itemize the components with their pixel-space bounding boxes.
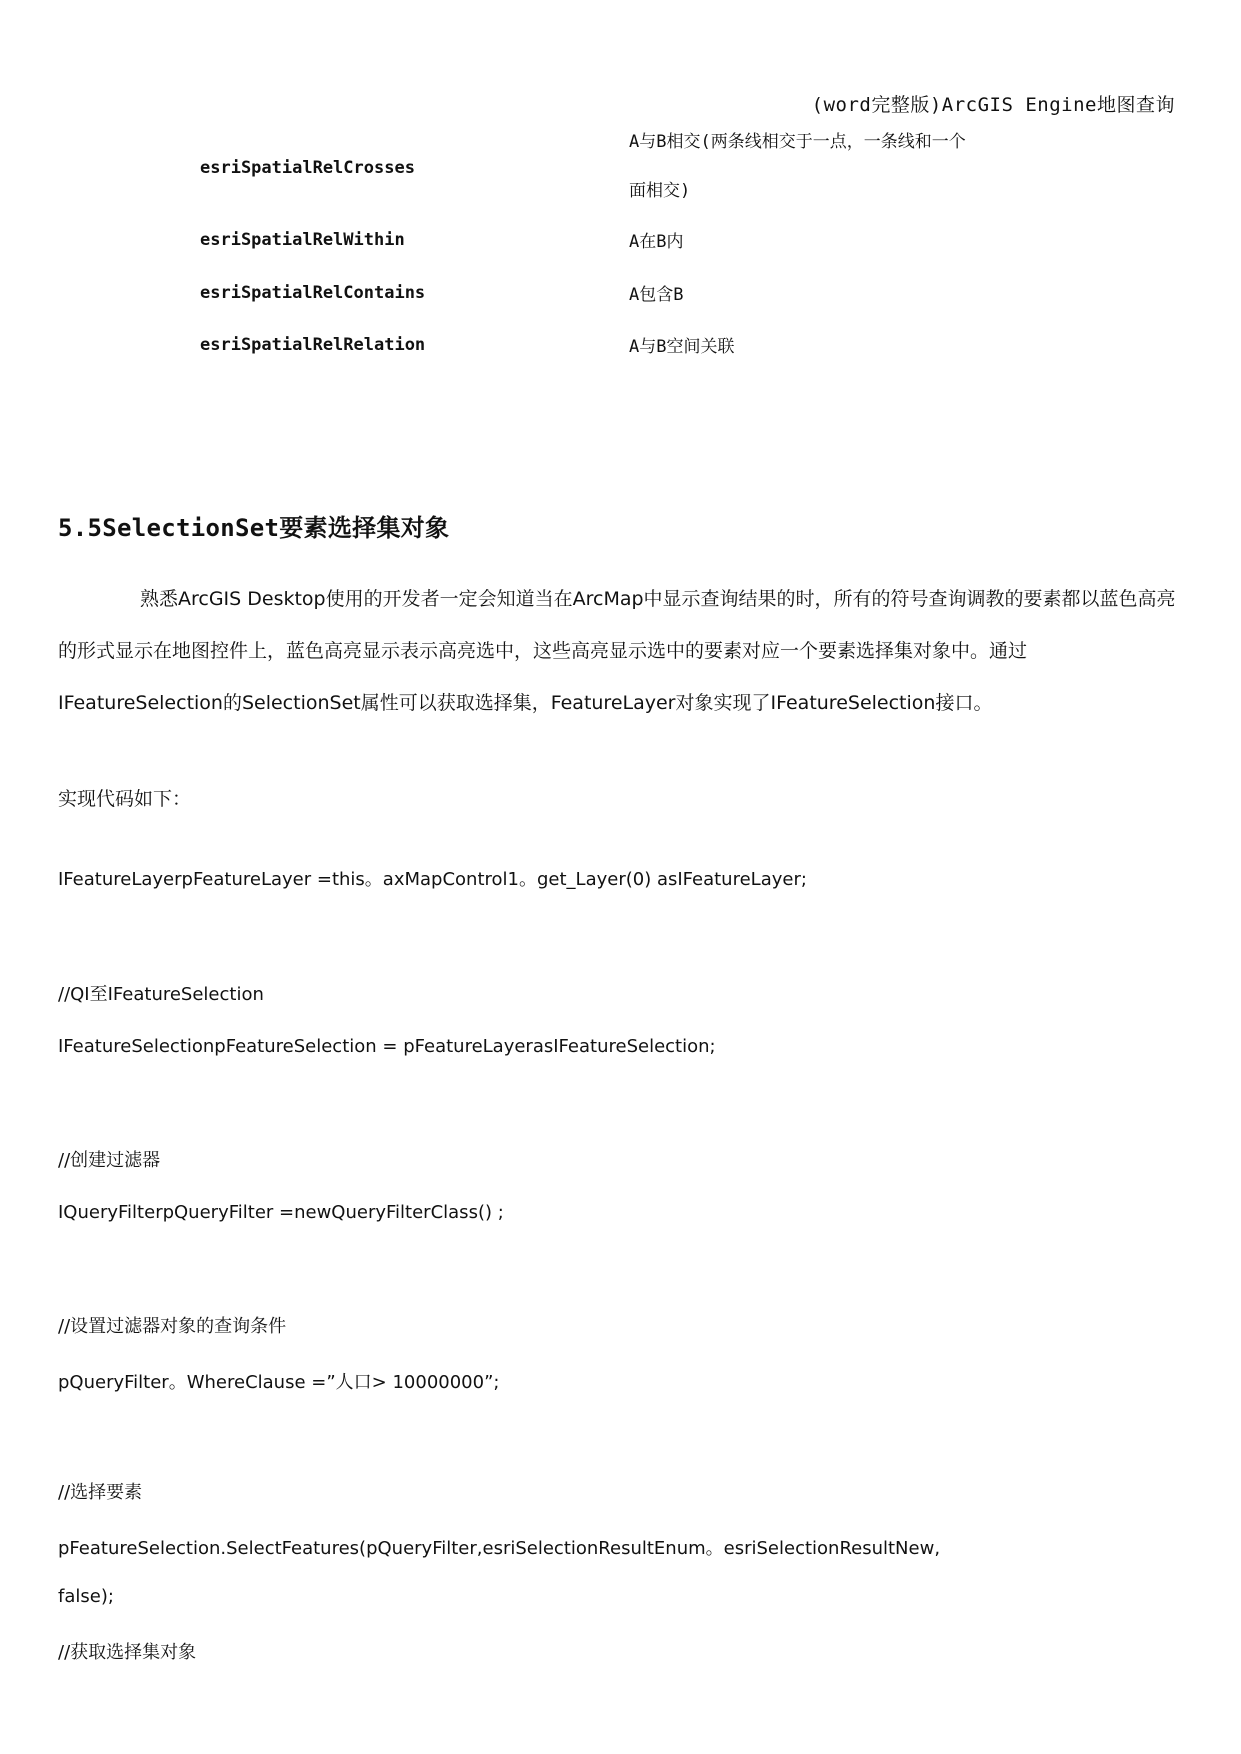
code-line: pFeatureSelection.SelectFeatures(pQueryFilter,esriSelectionResultEnum。esriSelectionResultNew, bbox=[58, 1538, 941, 1559]
relation-desc-line: A与B相交(两条线相交于一点，一条线和一个 bbox=[629, 132, 966, 152]
code-comment: //QI至IFeatureSelection bbox=[58, 984, 264, 1005]
code-comment: //设置过滤器对象的查询条件 bbox=[58, 1316, 287, 1337]
code-comment: //获取选择集对象 bbox=[58, 1642, 197, 1663]
relation-desc bbox=[629, 118, 1069, 216]
relation-name: esriSpatialRelRelation bbox=[200, 335, 426, 355]
code-line: false); bbox=[58, 1586, 114, 1607]
code-line: IQueryFilterpQueryFilter =newQueryFilterClass() ; bbox=[58, 1202, 504, 1223]
code-line: IFeatureLayerpFeatureLayer =this。axMapControl1。get_Layer(0) asIFeatureLayer; bbox=[58, 869, 807, 890]
page-header: (word完整版)ArcGIS Engine地图查询 bbox=[811, 94, 1175, 116]
code-comment: //选择要素 bbox=[58, 1482, 143, 1503]
code-intro: 实现代码如下： bbox=[58, 788, 192, 810]
relation-name: esriSpatialRelCrosses bbox=[200, 158, 415, 178]
code-line: pQueryFilter。WhereClause =”人口> 10000000”; bbox=[58, 1372, 500, 1393]
relation-desc: A包含B bbox=[629, 285, 684, 305]
code-comment: //创建过滤器 bbox=[58, 1150, 161, 1171]
relation-desc: A与B空间关联 bbox=[629, 337, 735, 357]
relation-desc: A在B内 bbox=[629, 232, 684, 252]
relation-desc-line: 面相交) bbox=[629, 181, 691, 201]
relation-name: esriSpatialRelWithin bbox=[200, 230, 405, 250]
code-line: IFeatureSelectionpFeatureSelection = pFeatureLayerasIFeatureSelection; bbox=[58, 1036, 716, 1057]
section-paragraph: 熟悉ArcGIS Desktop使用的开发者一定会知道当在ArcMap中显示查询结果的时，所有的符号查询调教的要素都以蓝色高亮的形式显示在地图控件上，蓝色高亮显示表示高亮选中，这些高亮显示选中的要素对应一个要素选择集对象中。通过IFeatureSelection的SelectionSet属性可以获取选择集，FeatureLayer对象实现了IFeatureSelection接口。 bbox=[58, 588, 1176, 714]
section-title: 5.5SelectionSet要素选择集对象 bbox=[58, 514, 450, 542]
relation-name: esriSpatialRelContains bbox=[200, 283, 426, 303]
